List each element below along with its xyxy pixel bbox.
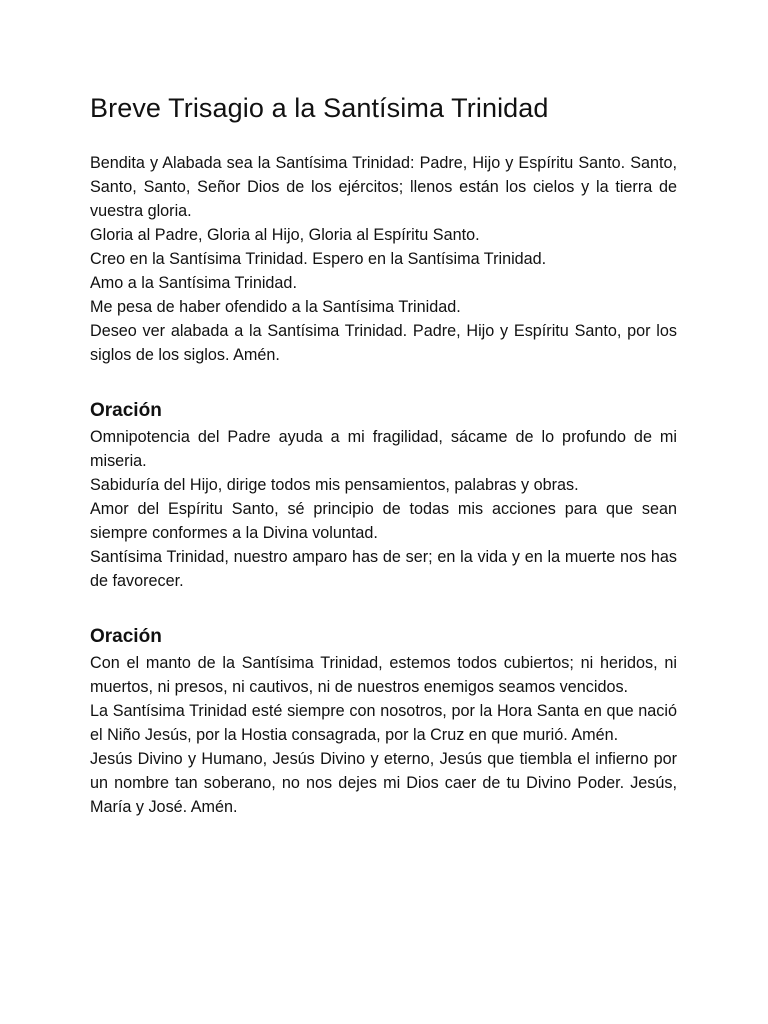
section-paragraph: Con el manto de la Santísima Trinidad, estemos todos cubiertos; ni heridos, ni muertos, ni presos, ni cautivos, ni de nuestros enemigos seamos vencidos. (90, 654, 677, 696)
intro-paragraph: Deseo ver alabada a la Santísima Trinidad. Padre, Hijo y Espíritu Santo, por los siglos de los siglos. Amén. (90, 322, 677, 364)
intro-block (90, 151, 677, 367)
section-paragraph: Santísima Trinidad, nuestro amparo has de ser; en la vida y en la muerte nos has de favorecer. (90, 548, 677, 590)
section-paragraph: Amor del Espíritu Santo, sé principio de todas mis acciones para que sean siempre conformes a la Divina voluntad. (90, 500, 677, 542)
intro-paragraph: Gloria al Padre, Gloria al Hijo, Gloria al Espíritu Santo. (90, 226, 480, 244)
section-paragraph: La Santísima Trinidad esté siempre con nosotros, por la Hora Santa en que nació el Niño Jesús, por la Hostia consagrada, por la Cruz en que murió. Amén. (90, 702, 677, 744)
section-paragraph: Jesús Divino y Humano, Jesús Divino y eterno, Jesús que tiembla el infierno por un nombre tan soberano, no nos dejes mi Dios caer de tu Divino Poder. Jesús, María y José. Amén. (90, 750, 677, 816)
section-body-1 (90, 425, 677, 593)
intro-paragraph: Bendita y Alabada sea la Santísima Trinidad: Padre, Hijo y Espíritu Santo. Santo, Santo, Santo, Señor Dios de los ejércitos; llenos están los cielos y la tierra de vuestra gloria. (90, 154, 677, 220)
document-title: Breve Trisagio a la Santísima Trinidad (90, 93, 549, 123)
document-page (90, 88, 677, 819)
intro-paragraph: Creo en la Santísima Trinidad. Espero en la Santísima Trinidad. (90, 250, 547, 268)
section-paragraph: Sabiduría del Hijo, dirige todos mis pensamientos, palabras y obras. (90, 476, 579, 494)
intro-paragraph: Amo a la Santísima Trinidad. (90, 274, 297, 292)
intro-paragraph: Me pesa de haber ofendido a la Santísima Trinidad. (90, 298, 461, 316)
section-body-2 (90, 651, 677, 819)
section-heading-oracion-2: Oración (90, 626, 162, 647)
section-paragraph: Omnipotencia del Padre ayuda a mi fragilidad, sácame de lo profundo de mi miseria. (90, 428, 677, 470)
section-heading-oracion-1: Oración (90, 400, 162, 421)
